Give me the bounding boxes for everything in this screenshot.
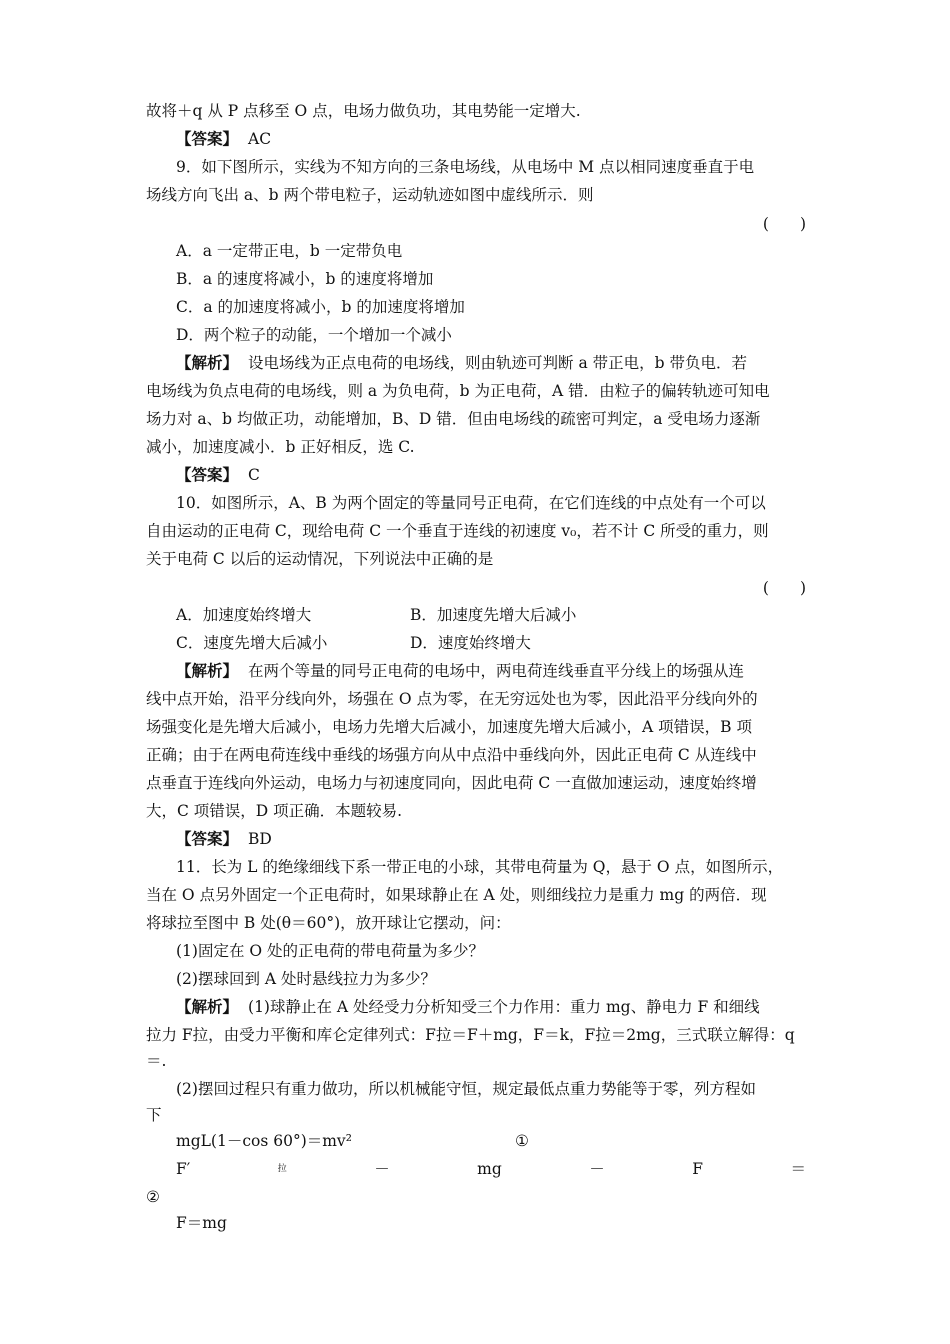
- answer-10: [176, 828, 836, 850]
- option-10c: C．速度先增大后减小: [176, 634, 328, 652]
- option-9a: A．a 一定带正电，b 一定带负电: [176, 242, 403, 260]
- answer-value: C: [248, 466, 260, 484]
- explanation-11-line: (2)摆回过程只有重力做功，所以机械能守恒，规定最低点重力势能等于零，列方程如: [176, 1080, 756, 1098]
- question-11-line: 当在 O 点另外固定一个正电荷时，如果球静止在 A 处，则细线拉力是重力 mg 的两倍．现: [146, 886, 767, 904]
- eq-term: mg: [477, 1160, 502, 1178]
- sub-question-1: (1)固定在 O 处的正电荷的带电荷量为多少？: [176, 942, 485, 960]
- question-10-line: 自由运动的正电荷 C，现给电荷 C 一个垂直于连线的初速度 v₀，若不计 C 所受的重力，则: [146, 522, 769, 540]
- eq-term: ＝: [790, 1160, 806, 1178]
- options-10-row: [176, 604, 836, 626]
- question-11-line: 将球拉至图中 B 处(θ＝60°)，放开球让它摆动，问：: [146, 914, 511, 932]
- explanation-label: 【解析】: [176, 661, 239, 680]
- equation-text: mgL(1－cos 60°)＝mv²: [176, 1132, 352, 1150]
- question-9-line: 场线方向飞出 a、b 两个带电粒子，运动轨迹如图中虚线所示．则: [146, 186, 594, 204]
- explanation-10-line: 线中点开始，沿平分线向外，场强在 O 点为零，在无穷远处也为零，因此沿平分线向外的: [146, 690, 758, 708]
- explanation-11-line: [176, 996, 836, 1018]
- equation-3: F＝mg: [176, 1214, 227, 1232]
- eq-term: 拉: [277, 1164, 287, 1174]
- options-10-row: [176, 632, 836, 654]
- explanation-10-line: 场强变化是先增大后减小，电场力先增大后减小，加速度先增大后减小，A 项错误，B 项: [146, 718, 752, 736]
- equation-number: ①: [515, 1132, 529, 1150]
- answer-9: [176, 464, 836, 486]
- explanation-11-line: ＝.: [146, 1052, 167, 1070]
- explanation-10-line: 正确；由于在两电荷连线中垂线的场强方向从中点沿中垂线向外，因此正电荷 C 从连线中: [146, 746, 757, 764]
- answer-label: 【答案】: [176, 465, 239, 484]
- answer-value: BD: [248, 830, 272, 848]
- answer-blank: ( ): [762, 579, 806, 597]
- option-9b: B．a 的速度将减小，b 的速度将增加: [176, 270, 434, 288]
- answer-value: AC: [248, 130, 272, 148]
- eq-term: －: [589, 1160, 605, 1178]
- question-10-line: 关于电荷 C 以后的运动情况，下列说法中正确的是: [146, 550, 494, 568]
- sub-question-2: (2)摆球回到 A 处时悬线拉力为多少？: [176, 970, 437, 988]
- option-10a: A．加速度始终增大: [176, 606, 312, 624]
- answer-label: 【答案】: [176, 129, 239, 148]
- explanation-text: (1)球静止在 A 处经受力分析知受三个力作用：重力 mg、静电力 F 和细线: [248, 998, 760, 1016]
- explanation-9-line: 电场线为负点电荷的电场线，则 a 为负电荷，b 为正电荷，A 错．由粒子的偏转轨迹可知电: [146, 382, 770, 400]
- explanation-9-line: 场力对 a、b 均做正功，动能增加，B、D 错．但由电场线的疏密可判定，a 受电场力逐渐: [146, 410, 761, 428]
- text-line: 故将＋q 从 P 点移至 O 点，电场力做负功，其电势能一定增大.: [146, 102, 581, 120]
- question-10-line: 10．如图所示，A、B 为两个固定的等量同号正电荷，在它们连线的中点处有一个可以: [176, 494, 766, 512]
- question-9-line: 9．如下图所示，实线为不知方向的三条电场线，从电场中 M 点以相同速度垂直于电: [176, 158, 755, 176]
- option-9c: C．a 的加速度将减小，b 的加速度将增加: [176, 298, 465, 316]
- explanation-label: 【解析】: [176, 353, 239, 372]
- equation-1: [176, 1130, 836, 1152]
- option-10d: D．速度始终增大: [410, 634, 531, 652]
- eq-term: F′: [176, 1160, 191, 1178]
- explanation-9-line: [176, 352, 836, 374]
- equation-number: ②: [146, 1188, 160, 1206]
- equation-2: [176, 1158, 806, 1180]
- explanation-text: 设电场线为正点电荷的电场线，则由轨迹可判断 a 带正电，b 带负电．若: [248, 354, 747, 372]
- answer-blank: ( ): [762, 215, 806, 233]
- explanation-11-line: 下: [146, 1106, 162, 1124]
- explanation-text: 在两个等量的同号正电荷的电场中，两电荷连线垂直平分线上的场强从连: [248, 662, 745, 680]
- answer-8: [176, 128, 836, 150]
- explanation-label: 【解析】: [176, 997, 239, 1016]
- question-11-line: 11．长为 L 的绝缘细线下系一带正电的小球，其带电荷量为 Q，悬于 O 点，如图所示，: [176, 858, 784, 876]
- answer-label: 【答案】: [176, 829, 239, 848]
- explanation-9-line: 减小，加速度减小．b 正好相反，选 C.: [146, 438, 415, 456]
- option-10b: B．加速度先增大后减小: [410, 606, 577, 624]
- explanation-11-line: 拉力 F拉，由受力平衡和库仑定律列式：F拉＝F＋mg，F＝k，F拉＝2mg，三式联立解得：q: [146, 1026, 795, 1044]
- eq-term: F: [692, 1160, 703, 1178]
- explanation-10-line: [176, 660, 836, 682]
- explanation-10-line: 大，C 项错误，D 项正确．本题较易.: [146, 802, 403, 820]
- explanation-10-line: 点垂直于连线向外运动，电场力与初速度同向，因此电荷 C 一直做加速运动，速度始终增: [146, 774, 757, 792]
- eq-term: －: [374, 1160, 390, 1178]
- option-9d: D．两个粒子的动能，一个增加一个减小: [176, 326, 452, 344]
